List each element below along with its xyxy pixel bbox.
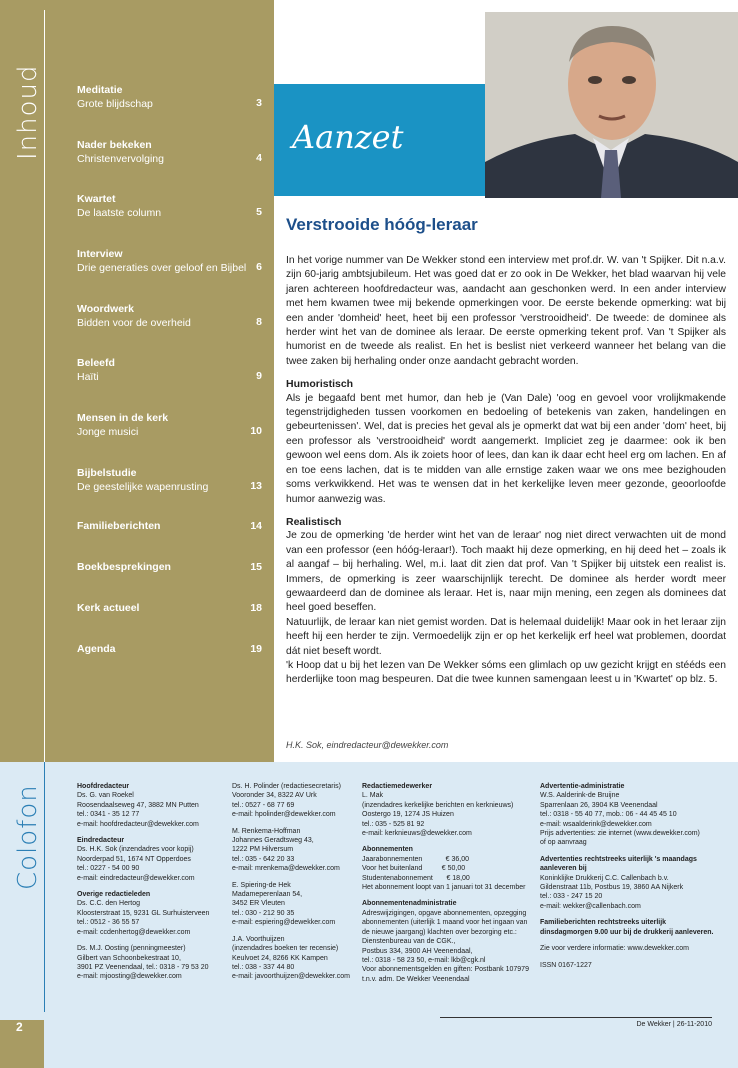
- colofon-block: [362, 782, 532, 838]
- colofon-line: e-mail: mrenkema@dewekker.com: [232, 865, 340, 873]
- toc-page-number: 13: [250, 480, 262, 492]
- toc-item[interactable]: [77, 561, 262, 574]
- subheading-realism: Realistisch: [286, 515, 342, 528]
- toc-page-number: 15: [250, 561, 262, 573]
- toc-category: Woordwerk: [77, 303, 134, 315]
- colofon-line: Gildenstraat 11b, Postbus 19, 3860 AA Nijkerk: [540, 884, 684, 892]
- colofon-line: e-mail: espiering@dewekker.com: [232, 919, 336, 927]
- colofon-column: [540, 782, 720, 977]
- colofon-line: e-mail: mjoosting@dewekker.com: [77, 973, 182, 981]
- colofon-line: tel.: 038 - 337 44 80: [232, 963, 295, 971]
- toc-item[interactable]: [77, 193, 262, 220]
- author-signature: H.K. Sok, eindredacteur@dewekker.com: [286, 740, 449, 750]
- toc-page-number: 14: [250, 520, 262, 532]
- colofon-line: E. Spiering-de Hek: [232, 881, 291, 889]
- colofon-block: [77, 890, 217, 937]
- colofon-block: [232, 782, 362, 820]
- colofon-line: Postbus 334, 3900 AH Veenendaal,: [362, 947, 473, 955]
- toc-item[interactable]: [77, 248, 262, 275]
- subheading-humor: Humoristisch: [286, 378, 354, 391]
- colofon-line: Voor abonnementsgelden en giften: Postbank 107979: [362, 966, 529, 974]
- colofon-line: tel.: 0318 - 58 23 50, e-mail: lkb@cgk.nl: [362, 956, 486, 964]
- article-paragraph: Natuurlijk, de leraar kan niet gemist worden. Dat is helemaal duidelijk! Maar ook in het leraar zijn heeft hij een herder te zijn. Vermoedelijk zijn er op het kerkelijk erf heel wat problemen, doordat dát niet beseft wordt.: [286, 616, 726, 657]
- toc-page-number: 9: [256, 370, 262, 382]
- colofon-block: [540, 918, 720, 937]
- colofon-line: tel.: 033 - 247 15 20: [540, 893, 603, 901]
- colofon-line: 3452 ER Vleuten: [232, 900, 285, 908]
- toc-title: Christenvervolging: [77, 153, 164, 165]
- colofon-line: of op aanvraag: [540, 839, 587, 847]
- article-paragraph: 'k Hoop dat u bij het lezen van De Wekker sóms een glimlach op uw gezicht krijgt en stééds een herderlijke toon mag bespeuren. Dat die twee kunnen samengaan leest u in 'Kwartet' op blz. 5.: [286, 659, 726, 686]
- article-paragraph: Je zou de opmerking 'de herder wint het van de leraar' nog niet direct verwachten uit de mond van een professor (een hóóg-leraar!). Toch maakt hij deze opmerking, en hij deed het – zoals ik al aangaf – bij herhaling. Wel, m.i. laat dit zien dat prof. Van 't Spijker bij uitstek een realist is. Immers, de opmerking is zeer waarschijnlijk terecht. De dominee als herder wordt meer gewaardeerd dan de dominee als leraar. Het is, naar mijn mening, een zegen als dominees dat heel goed beseffen.: [286, 530, 726, 614]
- colofon-column: [362, 782, 532, 991]
- colofon-block-title: Overige redactieleden: [77, 891, 151, 899]
- colofon-line: Adreswijzigingen, opgave abonnementen, opzegging: [362, 909, 527, 917]
- toc-item[interactable]: [77, 520, 262, 533]
- colofon-line: Sparrenlaan 26, 3904 KB Veenendaal: [540, 801, 658, 809]
- colofon-block-title: Redactiemedewerker: [362, 783, 433, 790]
- toc-title: Haïti: [77, 371, 99, 383]
- colofon-line: e-mail: ccdenhertog@dewekker.com: [77, 928, 191, 936]
- toc-title: Jonge musici: [77, 426, 139, 438]
- toc-page-number: 5: [256, 206, 262, 218]
- colofon-block: [232, 935, 362, 982]
- colofon-line: Gilbert van Schoonbekestraat 10,: [77, 954, 181, 962]
- toc-item[interactable]: [77, 139, 262, 166]
- toc-item[interactable]: [77, 303, 262, 330]
- toc-item[interactable]: [77, 467, 262, 494]
- colofon-column: [77, 782, 217, 989]
- colofon-line: tel.: 030 - 212 90 35: [232, 909, 295, 917]
- colofon-line: Ds. M.J. Oosting (penningmeester): [77, 945, 186, 953]
- colofon-line: e-mail: javoorthuijzen@dewekker.com: [232, 973, 350, 981]
- colofon-line: (inzendadres kerkelijke berichten en kerknieuws): [362, 801, 514, 809]
- toc-title: Drie generaties over geloof en Bijbel: [77, 262, 247, 274]
- colofon-block: [362, 899, 532, 984]
- sidebar-divider: [44, 10, 45, 762]
- colofon-line: Ds. G. van Roekel: [77, 792, 134, 800]
- colofon-line: L. Mak: [362, 792, 384, 800]
- author-photo: [485, 12, 738, 198]
- colofon-heading: Colofon: [13, 784, 43, 890]
- colofon-line: Vooronder 34, 8322 AV Urk: [232, 792, 317, 800]
- colofon-line: Ds. H.K. Sok (inzendadres voor kopij): [77, 846, 194, 854]
- colofon-line: Roosendaalseweg 47, 3882 MN Putten: [77, 801, 199, 809]
- toc-page-number: 18: [250, 602, 262, 614]
- toc-page-number: 3: [256, 97, 262, 109]
- colofon-block: [77, 782, 217, 829]
- colofon-line: e-mail: kerknieuws@dewekker.com: [362, 830, 472, 838]
- contents-heading: Inhoud: [13, 64, 43, 160]
- toc-category: Bijbelstudie: [77, 467, 137, 479]
- toc-category: Interview: [77, 248, 123, 260]
- colofon-block: [77, 944, 217, 982]
- colofon-block: [540, 782, 720, 848]
- toc-page-number: 19: [250, 643, 262, 655]
- colofon-line: Voor het buitenland € 50,00: [362, 865, 466, 873]
- footer-publication: De Wekker | 26-11-2010: [636, 1021, 712, 1028]
- colofon-line: Dienstenbureau van de CGK.,: [362, 938, 456, 946]
- toc-category: Kerk actueel: [77, 602, 140, 614]
- colofon-line: e-mail: hoofdredacteur@dewekker.com: [77, 820, 199, 828]
- colofon-block: [540, 855, 720, 911]
- page-number: 2: [16, 1020, 23, 1034]
- colofon-line: Jaarabonnementen € 36,00: [362, 855, 470, 863]
- colofon-line: Ds. H. Polinder (redactiesecretaris): [232, 783, 341, 790]
- colofon-line: Kloosterstraat 15, 9231 GL Surhuisterveen: [77, 909, 210, 917]
- colofon-line: (inzendadres boeken ter recensie): [232, 945, 339, 953]
- colofon-block-title: Advertenties rechtstreeks uiterlijk 's maandags aanleveren bij: [540, 855, 697, 873]
- article-paragraph: Als je begaafd bent met humor, dan heb je (Van Dale) 'oog en gevoel voor vrolijkmakende tegenstrijdigheden tussen voorkomen en bedoeling of betekenis van zaken, handelingen en gebeurtenissen'. Wel, dat is precies het geval als je opmerkt dat wat bij een ander 'dom' heet, bij een professor als 'verstrooidheid' wordt aangemerkt. Impliciet zeg je daarmee: ook ik ben gewoon wel eens dom. Als ik zoiets hoor of lees, dan kan ik daar echt heel erg om lachen. En af en toe eens lachen, dat is te midden van alle ernstige zaken waar we ons mee bezighouden soms verkwikkend. Het was te wensen dat in het kerkelijke leven meer gezonde, geoorloofde humor aanwezig was.: [286, 392, 726, 505]
- colofon-line: tel.: 0341 - 35 12 77: [77, 811, 140, 819]
- colofon-line: Het abonnement loopt van 1 januari tot 31 december: [362, 884, 526, 892]
- colofon-block-title: Advertentie-administratie: [540, 783, 625, 790]
- banner-label: Aanzet: [292, 118, 404, 156]
- colofon-line: ISSN 0167-1227: [540, 961, 592, 969]
- colofon-line: Oostergo 19, 1274 JS Huizen: [362, 811, 454, 819]
- colofon-block: [77, 836, 217, 883]
- colofon-line: tel.: 035 - 642 20 33: [232, 855, 295, 863]
- article-headline: Verstrooide hóóg-leraar: [286, 215, 478, 234]
- colofon-line: M. Renkema-Hoffman: [232, 827, 301, 835]
- colofon-line: tel.: 0318 - 55 40 77, mob.: 06 - 44 45 45 10: [540, 811, 677, 819]
- colofon-line: e-mail: hpolinder@dewekker.com: [232, 811, 336, 819]
- toc-category: Agenda: [77, 643, 116, 655]
- colofon-line: Zie voor verdere informatie: www.dewekker.com: [540, 945, 689, 953]
- colofon-line: e-mail: wsaalderink@dewekker.com: [540, 820, 652, 828]
- toc-title: De laatste column: [77, 207, 162, 219]
- colofon-block: [232, 881, 362, 928]
- colofon-divider: [44, 762, 45, 1012]
- toc-category: Mensen in de kerk: [77, 412, 169, 424]
- colofon-column: [232, 782, 362, 989]
- colofon-line: e-mail: wekker@callenbach.com: [540, 902, 641, 910]
- toc-category: Boekbesprekingen: [77, 561, 171, 573]
- colofon-line: Noorderpad 51, 1674 NT Opperdoes: [77, 855, 191, 863]
- toc-category: Familieberichten: [77, 520, 161, 532]
- toc-category: Kwartet: [77, 193, 116, 205]
- colofon-block-title: Eindredacteur: [77, 837, 125, 845]
- colofon-line: de nieuwe jaargang) klachten over bezorging etc.:: [362, 928, 517, 936]
- colofon-block: [540, 961, 720, 970]
- colofon-line: e-mail: eindredacteur@dewekker.com: [77, 874, 195, 882]
- colofon-block: [540, 944, 720, 953]
- colofon-line: Keulvoet 24, 8266 KK Kampen: [232, 954, 328, 962]
- colofon-block: [232, 827, 362, 874]
- colofon-block-title: Abonnementenadministratie: [362, 900, 457, 908]
- colofon-line: Koninklijke Drukkerij C.C. Callenbach b.v.: [540, 874, 669, 882]
- toc-page-number: 8: [256, 316, 262, 328]
- colofon-line: Madameperenlaan 54,: [232, 891, 303, 899]
- colofon-line: Johannes Geradtsweg 43,: [232, 837, 314, 845]
- toc-title: Bidden voor de overheid: [77, 317, 191, 329]
- toc-title: De geestelijke wapenrusting: [77, 481, 209, 493]
- toc-item[interactable]: [77, 602, 262, 615]
- colofon-line: W.S. Aalderink-de Bruijne: [540, 792, 620, 800]
- toc-page-number: 10: [250, 425, 262, 437]
- toc-item[interactable]: [77, 84, 262, 111]
- colofon-line: t.n.v. adm. De Wekker Veenendaal: [362, 975, 470, 983]
- colofon-block-title: Abonnementen: [362, 846, 413, 854]
- toc-category: Meditatie: [77, 84, 123, 96]
- colofon-line: tel.: 035 - 525 81 92: [362, 820, 425, 828]
- toc-item[interactable]: [77, 643, 262, 656]
- colofon-line: 1222 PM Hilversum: [232, 846, 294, 854]
- article-intro: In het vorige nummer van De Wekker stond een interview met prof.dr. W. van 't Spijker. Dit n.a.v. zijn 60-jarig ambtsjubileum. Het was goed dat er zo ook in De Wekker, het blad waarvan hij vele jaren achtereen hoofdredacteur was, aandacht aan geschonken werd. In een ander interview met hem kwamen twee mij bekende opmerkingen voor. De eerste bekende opmerking: wat bij een ander 'domheid' heet, heet bij een professor 'verstrooidheid'. De tweede: de dominee als herder wint het van de dominee als leraar. De eerste opmerking tekent prof. Van 't Spijker als humorist en de tweede als realist. En het is beslist niet verkeerd wanneer het belang van die twee zaken bij herhaling onder onze aandacht gebracht worden.: [286, 255, 726, 367]
- colofon-line: tel.: 0512 - 36 55 57: [77, 919, 140, 927]
- toc-item[interactable]: [77, 412, 262, 439]
- colofon-block: [362, 845, 532, 892]
- footer-rule: [440, 1017, 712, 1018]
- colofon-line: tel.: 0227 - 54 00 90: [77, 865, 140, 873]
- colofon-line: J.A. Voorthuijzen: [232, 935, 285, 943]
- toc-category: Beleefd: [77, 357, 115, 369]
- toc-page-number: 4: [256, 152, 262, 164]
- colofon-line: Ds. C.C. den Hertog: [77, 900, 141, 908]
- toc-category: Nader bekeken: [77, 139, 152, 151]
- colofon-line: abonnementen (uiterlijk 1 maand voor het ingaan van: [362, 919, 528, 927]
- page-number-box: [0, 1020, 44, 1068]
- colofon-line: Studentenabonnement € 18,00: [362, 874, 470, 882]
- colofon-block-title: Hoofdredacteur: [77, 783, 130, 790]
- colofon-line: Prijs advertenties: zie internet (www.dewekker.com): [540, 830, 700, 838]
- colofon-line: 3901 PZ Veenendaal, tel.: 0318 - 79 53 20: [77, 963, 209, 971]
- toc-title: Grote blijdschap: [77, 98, 153, 110]
- colofon-block-title: Familieberichten rechtstreeks uiterlijk dinsdagmorgen 9.00 uur bij de drukkerij aanleveren.: [540, 919, 714, 936]
- colofon-line: tel.: 0527 - 68 77 69: [232, 801, 295, 809]
- toc-item[interactable]: [77, 357, 262, 384]
- toc-page-number: 6: [256, 261, 262, 273]
- article-body: [286, 254, 726, 688]
